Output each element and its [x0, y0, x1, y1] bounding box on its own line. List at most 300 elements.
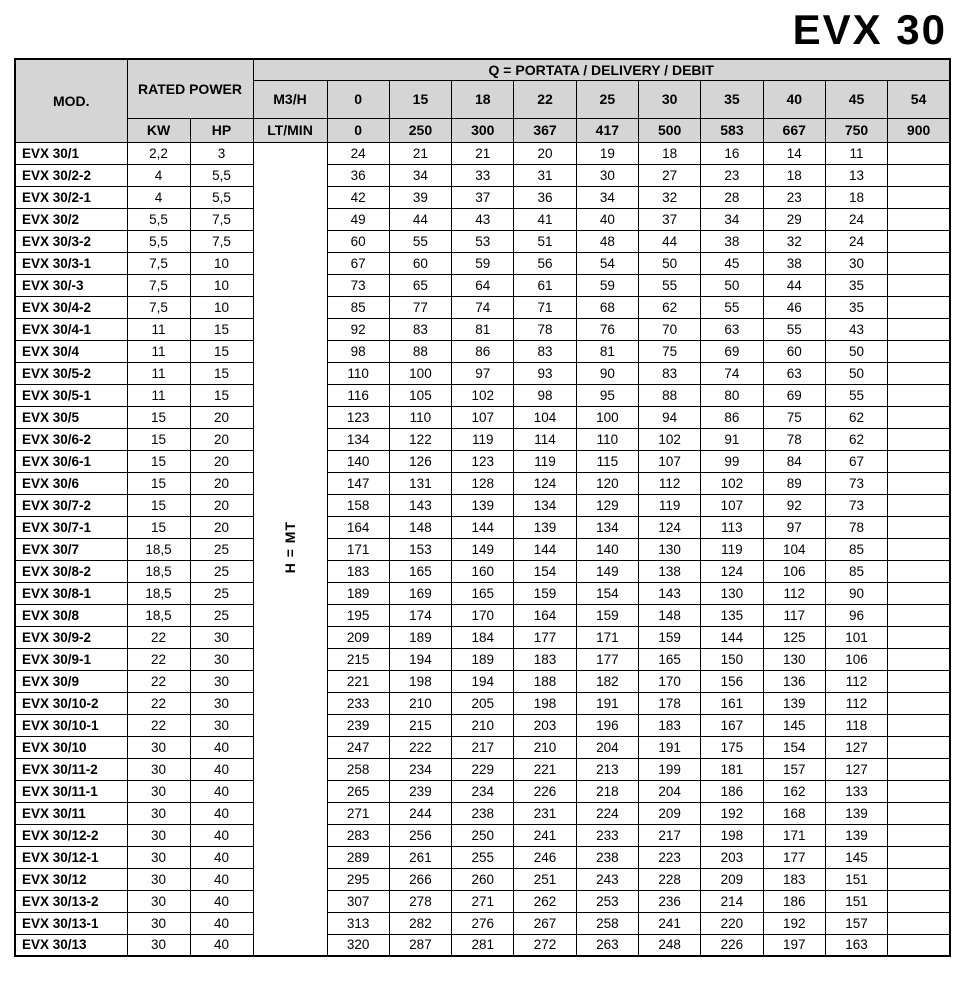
hp-value: 30 — [190, 648, 253, 670]
head-value: 44 — [638, 230, 700, 252]
head-value: 37 — [452, 186, 514, 208]
table-body — [15, 142, 950, 956]
head-value: 18 — [638, 142, 700, 164]
model-name: EVX 30/13-2 — [15, 890, 127, 912]
m3h-value: 18 — [452, 80, 514, 118]
head-value: 157 — [763, 758, 825, 780]
head-value: 164 — [514, 604, 576, 626]
model-name: EVX 30/12-2 — [15, 824, 127, 846]
kw-value: 15 — [127, 472, 190, 494]
head-value: 55 — [389, 230, 451, 252]
hp-value: 40 — [190, 758, 253, 780]
head-value: 43 — [452, 208, 514, 230]
head-value: 199 — [638, 758, 700, 780]
model-name: EVX 30/9-1 — [15, 648, 127, 670]
table-row — [15, 648, 950, 670]
model-name: EVX 30/12-1 — [15, 846, 127, 868]
table-row — [15, 714, 950, 736]
head-value: 71 — [514, 296, 576, 318]
head-value: 276 — [452, 912, 514, 934]
head-value: 60 — [763, 340, 825, 362]
head-value: 36 — [514, 186, 576, 208]
head-value: 125 — [763, 626, 825, 648]
head-value: 260 — [452, 868, 514, 890]
head-value: 177 — [763, 846, 825, 868]
head-value: 161 — [701, 692, 763, 714]
head-value: 18 — [825, 186, 887, 208]
head-value: 113 — [701, 516, 763, 538]
head-value: 210 — [452, 714, 514, 736]
head-value: 78 — [514, 318, 576, 340]
hp-value: 40 — [190, 934, 253, 956]
kw-value: 22 — [127, 692, 190, 714]
head-value: 134 — [576, 516, 638, 538]
table-row — [15, 472, 950, 494]
table-row — [15, 252, 950, 274]
ltmin-value: 900 — [888, 118, 950, 142]
head-value: 209 — [638, 802, 700, 824]
kw-value: 30 — [127, 802, 190, 824]
table-row — [15, 142, 950, 164]
head-value: 119 — [701, 538, 763, 560]
head-value: 75 — [763, 406, 825, 428]
head-value: 157 — [825, 912, 887, 934]
head-value: 60 — [389, 252, 451, 274]
table-row — [15, 890, 950, 912]
head-value: 181 — [701, 758, 763, 780]
head-value: 74 — [701, 362, 763, 384]
head-value: 233 — [576, 824, 638, 846]
m3h-value: 0 — [327, 80, 389, 118]
head-value: 233 — [327, 692, 389, 714]
head-value — [888, 406, 950, 428]
head-value: 194 — [389, 648, 451, 670]
head-value: 23 — [763, 186, 825, 208]
head-value: 183 — [638, 714, 700, 736]
head-value: 139 — [452, 494, 514, 516]
head-value: 119 — [452, 428, 514, 450]
head-value: 81 — [452, 318, 514, 340]
head-value: 246 — [514, 846, 576, 868]
head-value: 149 — [452, 538, 514, 560]
head-value: 150 — [701, 648, 763, 670]
head-value: 59 — [576, 274, 638, 296]
head-value: 149 — [576, 560, 638, 582]
head-value — [888, 670, 950, 692]
ltmin-value: 0 — [327, 118, 389, 142]
table-row — [15, 318, 950, 340]
head-value: 123 — [327, 406, 389, 428]
head-value: 92 — [763, 494, 825, 516]
head-value: 69 — [701, 340, 763, 362]
head-value — [888, 604, 950, 626]
head-value — [888, 362, 950, 384]
kw-value: 30 — [127, 890, 190, 912]
table-row — [15, 362, 950, 384]
head-value: 97 — [763, 516, 825, 538]
head-value: 215 — [327, 648, 389, 670]
kw-value: 22 — [127, 670, 190, 692]
head-value: 182 — [576, 670, 638, 692]
head-value: 16 — [701, 142, 763, 164]
kw-value: 22 — [127, 714, 190, 736]
head-value: 136 — [763, 670, 825, 692]
head-value: 224 — [576, 802, 638, 824]
model-name: EVX 30/13-1 — [15, 912, 127, 934]
kw-value: 15 — [127, 450, 190, 472]
kw-value: 7,5 — [127, 252, 190, 274]
m3h-value: 22 — [514, 80, 576, 118]
head-value: 164 — [327, 516, 389, 538]
head-value: 88 — [389, 340, 451, 362]
head-value: 281 — [452, 934, 514, 956]
head-value: 159 — [514, 582, 576, 604]
head-value: 192 — [701, 802, 763, 824]
head-value: 266 — [389, 868, 451, 890]
hp-value: 15 — [190, 362, 253, 384]
hp-value: 20 — [190, 516, 253, 538]
head-value: 144 — [514, 538, 576, 560]
model-name: EVX 30/2-1 — [15, 186, 127, 208]
head-value: 88 — [638, 384, 700, 406]
model-name: EVX 30/9-2 — [15, 626, 127, 648]
head-value: 44 — [763, 274, 825, 296]
head-value: 198 — [389, 670, 451, 692]
head-value: 234 — [452, 780, 514, 802]
m3h-value: 54 — [888, 80, 950, 118]
head-value: 295 — [327, 868, 389, 890]
head-value: 94 — [638, 406, 700, 428]
head-value: 124 — [701, 560, 763, 582]
ltmin-value: 750 — [825, 118, 887, 142]
head-value: 191 — [638, 736, 700, 758]
hp-value: 20 — [190, 472, 253, 494]
head-value: 151 — [825, 868, 887, 890]
col-header-rated-power: RATED POWER — [127, 59, 253, 118]
head-value: 73 — [327, 274, 389, 296]
model-name: EVX 30/1 — [15, 142, 127, 164]
kw-value: 18,5 — [127, 582, 190, 604]
model-name: EVX 30/11-2 — [15, 758, 127, 780]
head-value — [888, 472, 950, 494]
head-value: 178 — [638, 692, 700, 714]
head-value: 130 — [763, 648, 825, 670]
head-value: 102 — [452, 384, 514, 406]
head-value: 90 — [576, 362, 638, 384]
hp-value: 10 — [190, 252, 253, 274]
head-value: 236 — [638, 890, 700, 912]
head-value: 171 — [763, 824, 825, 846]
m3h-value: 40 — [763, 80, 825, 118]
head-value: 24 — [825, 230, 887, 252]
head-value: 104 — [763, 538, 825, 560]
head-value: 239 — [327, 714, 389, 736]
kw-value: 18,5 — [127, 560, 190, 582]
head-value: 55 — [638, 274, 700, 296]
kw-value: 15 — [127, 428, 190, 450]
head-value — [888, 824, 950, 846]
head-value: 183 — [763, 868, 825, 890]
head-value: 204 — [638, 780, 700, 802]
head-value — [888, 340, 950, 362]
head-value: 143 — [638, 582, 700, 604]
h-mt-label: H = MT — [282, 521, 298, 574]
head-value: 253 — [576, 890, 638, 912]
head-value: 62 — [825, 406, 887, 428]
head-value — [888, 318, 950, 340]
head-value: 54 — [576, 252, 638, 274]
head-value: 77 — [389, 296, 451, 318]
head-value: 53 — [452, 230, 514, 252]
head-value — [888, 890, 950, 912]
hp-value: 40 — [190, 736, 253, 758]
head-value: 95 — [576, 384, 638, 406]
head-value: 100 — [576, 406, 638, 428]
head-value: 128 — [452, 472, 514, 494]
head-value: 69 — [763, 384, 825, 406]
head-value: 203 — [514, 714, 576, 736]
kw-value: 30 — [127, 868, 190, 890]
head-value: 75 — [638, 340, 700, 362]
table-row — [15, 340, 950, 362]
model-name: EVX 30/2-2 — [15, 164, 127, 186]
head-value: 215 — [389, 714, 451, 736]
head-value — [888, 736, 950, 758]
head-value: 107 — [701, 494, 763, 516]
header-row-ltmin — [15, 118, 950, 142]
head-value: 99 — [701, 450, 763, 472]
table-row — [15, 758, 950, 780]
head-value: 197 — [763, 934, 825, 956]
head-value: 174 — [389, 604, 451, 626]
head-value: 46 — [763, 296, 825, 318]
col-header-kw: KW — [127, 118, 190, 142]
table-row — [15, 934, 950, 956]
head-value: 183 — [514, 648, 576, 670]
head-value: 313 — [327, 912, 389, 934]
head-value: 120 — [576, 472, 638, 494]
head-value: 171 — [327, 538, 389, 560]
model-name: EVX 30/3-2 — [15, 230, 127, 252]
head-value: 38 — [763, 252, 825, 274]
head-value: 62 — [638, 296, 700, 318]
model-name: EVX 30/7-2 — [15, 494, 127, 516]
head-value: 50 — [825, 340, 887, 362]
head-value: 210 — [389, 692, 451, 714]
head-value: 159 — [638, 626, 700, 648]
head-value: 45 — [701, 252, 763, 274]
head-value: 165 — [452, 582, 514, 604]
head-value — [888, 692, 950, 714]
ltmin-value: 250 — [389, 118, 451, 142]
head-value: 272 — [514, 934, 576, 956]
head-value: 62 — [825, 428, 887, 450]
head-value: 175 — [701, 736, 763, 758]
head-value — [888, 758, 950, 780]
head-value — [888, 648, 950, 670]
head-value: 130 — [701, 582, 763, 604]
table-row — [15, 736, 950, 758]
col-header-hp: HP — [190, 118, 253, 142]
kw-value: 22 — [127, 648, 190, 670]
head-value: 86 — [452, 340, 514, 362]
head-value: 21 — [452, 142, 514, 164]
head-value: 144 — [701, 626, 763, 648]
hp-value: 15 — [190, 318, 253, 340]
kw-value: 11 — [127, 340, 190, 362]
head-value: 158 — [327, 494, 389, 516]
head-value: 192 — [763, 912, 825, 934]
head-value: 61 — [514, 274, 576, 296]
head-value: 265 — [327, 780, 389, 802]
head-value: 51 — [514, 230, 576, 252]
model-name: EVX 30/8 — [15, 604, 127, 626]
head-value: 223 — [638, 846, 700, 868]
label-ltmin: LT/MIN — [253, 118, 327, 142]
head-value: 196 — [576, 714, 638, 736]
head-value — [888, 208, 950, 230]
model-name: EVX 30/6-2 — [15, 428, 127, 450]
head-value: 13 — [825, 164, 887, 186]
table-row — [15, 626, 950, 648]
head-value: 50 — [701, 274, 763, 296]
head-value: 145 — [825, 846, 887, 868]
kw-value: 5,5 — [127, 230, 190, 252]
head-value: 134 — [327, 428, 389, 450]
kw-value: 2,2 — [127, 142, 190, 164]
head-value: 138 — [638, 560, 700, 582]
head-value: 320 — [327, 934, 389, 956]
head-value: 163 — [825, 934, 887, 956]
head-value: 159 — [576, 604, 638, 626]
head-value: 112 — [763, 582, 825, 604]
head-value: 55 — [825, 384, 887, 406]
head-value: 191 — [576, 692, 638, 714]
head-value: 220 — [701, 912, 763, 934]
head-value: 217 — [638, 824, 700, 846]
head-value: 63 — [763, 362, 825, 384]
head-value: 112 — [638, 472, 700, 494]
model-name: EVX 30/6 — [15, 472, 127, 494]
head-value: 144 — [452, 516, 514, 538]
head-value: 85 — [327, 296, 389, 318]
hp-value: 40 — [190, 868, 253, 890]
head-value: 228 — [638, 868, 700, 890]
head-value: 195 — [327, 604, 389, 626]
kw-value: 11 — [127, 318, 190, 340]
head-value: 184 — [452, 626, 514, 648]
head-value: 112 — [825, 692, 887, 714]
head-value: 256 — [389, 824, 451, 846]
head-value: 127 — [825, 736, 887, 758]
head-value: 170 — [452, 604, 514, 626]
hp-value: 10 — [190, 296, 253, 318]
head-value: 21 — [389, 142, 451, 164]
head-value — [888, 626, 950, 648]
hp-value: 5,5 — [190, 164, 253, 186]
head-value: 29 — [763, 208, 825, 230]
head-value: 96 — [825, 604, 887, 626]
head-value: 278 — [389, 890, 451, 912]
head-value: 110 — [576, 428, 638, 450]
header-row-1 — [15, 59, 950, 80]
head-value: 198 — [701, 824, 763, 846]
kw-value: 4 — [127, 186, 190, 208]
head-value: 38 — [701, 230, 763, 252]
head-value: 80 — [701, 384, 763, 406]
head-value: 110 — [327, 362, 389, 384]
label-m3h: M3/H — [253, 80, 327, 118]
kw-value: 15 — [127, 494, 190, 516]
head-value: 247 — [327, 736, 389, 758]
head-value: 205 — [452, 692, 514, 714]
head-value: 148 — [389, 516, 451, 538]
head-value: 160 — [452, 560, 514, 582]
col-header-q-title: Q = PORTATA / DELIVERY / DEBIT — [253, 59, 950, 80]
head-value: 139 — [514, 516, 576, 538]
head-value: 135 — [701, 604, 763, 626]
model-name: EVX 30/11 — [15, 802, 127, 824]
head-value: 83 — [514, 340, 576, 362]
kw-value: 22 — [127, 626, 190, 648]
head-value — [888, 230, 950, 252]
head-value: 97 — [452, 362, 514, 384]
model-name: EVX 30/4-1 — [15, 318, 127, 340]
kw-value: 30 — [127, 934, 190, 956]
head-value: 261 — [389, 846, 451, 868]
head-value: 67 — [327, 252, 389, 274]
model-name: EVX 30/8-1 — [15, 582, 127, 604]
head-value: 221 — [514, 758, 576, 780]
head-value: 74 — [452, 296, 514, 318]
head-value: 35 — [825, 296, 887, 318]
head-value: 104 — [514, 406, 576, 428]
head-value: 234 — [389, 758, 451, 780]
model-name: EVX 30/4 — [15, 340, 127, 362]
head-value: 154 — [576, 582, 638, 604]
head-value: 177 — [576, 648, 638, 670]
head-value: 102 — [701, 472, 763, 494]
model-name: EVX 30/-3 — [15, 274, 127, 296]
head-value: 55 — [763, 318, 825, 340]
head-value: 229 — [452, 758, 514, 780]
head-value: 84 — [763, 450, 825, 472]
table-row — [15, 494, 950, 516]
table-row — [15, 516, 950, 538]
head-value — [888, 780, 950, 802]
table-row — [15, 780, 950, 802]
kw-value: 4 — [127, 164, 190, 186]
hp-value: 25 — [190, 560, 253, 582]
head-value: 33 — [452, 164, 514, 186]
m3h-value: 30 — [638, 80, 700, 118]
head-value: 78 — [763, 428, 825, 450]
head-value: 24 — [825, 208, 887, 230]
head-value: 98 — [514, 384, 576, 406]
head-value — [888, 802, 950, 824]
head-value: 70 — [638, 318, 700, 340]
head-value: 23 — [701, 164, 763, 186]
table-row — [15, 296, 950, 318]
head-value: 177 — [514, 626, 576, 648]
head-value: 36 — [327, 164, 389, 186]
head-value: 90 — [825, 582, 887, 604]
head-value: 101 — [825, 626, 887, 648]
head-value: 60 — [327, 230, 389, 252]
head-value: 50 — [638, 252, 700, 274]
head-value: 238 — [576, 846, 638, 868]
kw-value: 7,5 — [127, 296, 190, 318]
